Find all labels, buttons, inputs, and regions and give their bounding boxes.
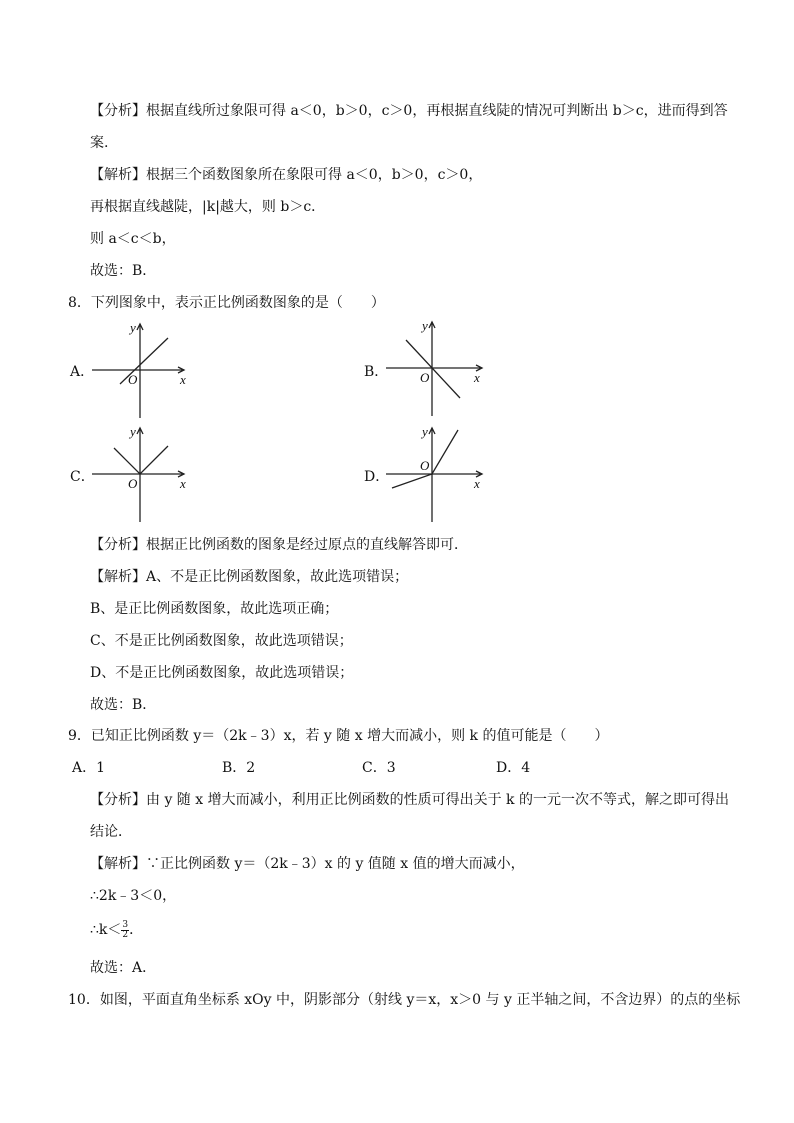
q9-fraction-numerator: 3 [122,919,129,930]
q8-graph-d [386,422,496,526]
q9-question: 9．已知正比例函数 y＝（2k﹣3）x，若 y 随 x 增大而减小，则 k 的值可能是（ ） [68,728,609,744]
q9-choice-c: C．3 [362,760,396,776]
q7-analysis-line2: 案. [90,135,109,151]
q8-solution-line2: B、是正比例函数图象，故此选项正确； [90,601,339,617]
q9-solution-line3-suffix: ． [129,922,144,938]
q8-a-x-label: x [180,372,186,387]
q9-analysis-line1: 【分析】由 y 随 x 增大而减小，利用正比例函数的性质可得出关于 k 的一元一次不等式，解之即可得出 [90,792,729,808]
q8-d-y-label: y [422,424,428,439]
q8-graph-b [386,316,496,420]
q9-solution-line1: 【解析】∵正比例函数 y＝（2k﹣3）x 的 y 值随 x 值的增大而减小， [90,856,525,872]
q8-b-y-label: y [422,318,428,333]
q9-answer: 故选：A． [90,960,157,976]
q8-graph-c [92,422,202,526]
q7-solution-line3: 则 a＜c＜b， [90,231,176,247]
q8-option-a-label: A． [70,364,95,380]
q9-solution-line2: ∴2k﹣3＜0， [90,888,177,904]
q9-analysis-line2: 结论． [90,824,132,840]
q7-answer: 故选：B． [90,263,157,279]
q8-solution-line1: 【解析】A、不是正比例函数图象，故此选项错误； [90,569,409,585]
q8-a-origin-label: O [128,372,138,387]
q8-b-x-label: x [474,370,480,385]
q8-c-y-label: y [130,424,136,439]
q8-question: 8．下列图象中，表示正比例函数图象的是（ ） [68,295,385,311]
q10-question: 10．如图，平面直角坐标系 xOy 中，阴影部分（射线 y＝x，x＞0 与 y 正半轴之间，不含边界）的点的坐标 [68,992,741,1008]
q9-choice-a: A．1 [72,760,106,776]
q8-d-x-label: x [474,476,480,491]
q8-analysis: 【分析】根据正比例函数的图象是经过原点的直线解答即可． [90,537,468,553]
q8-graph-a [92,318,202,422]
q9-solution-line3 [90,920,143,940]
q8-c-x-label: x [180,476,186,491]
q8-option-b-label: B． [364,364,389,380]
q7-analysis-line1: 【分析】根据直线所过象限可得 a＜0，b＞0，c＞0，再根据直线陡的情况可判断出 b＞c，进而得到答 [90,103,728,119]
q9-fraction [121,921,129,940]
q9-choice-d: D．4 [496,760,531,776]
q9-solution-line3-prefix: ∴k＜ [90,922,122,938]
q8-d-origin-label: O [420,458,430,473]
q7-solution-line2: 再根据直线越陡，|k|越大，则 b＞c． [90,199,326,215]
q8-option-c-label: C． [70,469,95,485]
q8-b-origin-label: O [420,370,430,385]
q7-solution-line1: 【解析】根据三个函数图象所在象限可得 a＜0，b＞0，c＞0， [90,167,483,183]
q9-choice-b: B．2 [222,760,256,776]
q8-option-d-label: D． [364,469,390,485]
q8-a-y-label: y [130,320,136,335]
q8-answer: 故选：B． [90,697,157,713]
q9-fraction-denominator: 2 [122,929,129,940]
q8-c-origin-label: O [128,476,138,491]
q8-solution-line3: C、不是正比例函数图象，故此选项错误； [90,633,353,649]
q8-solution-line4: D、不是正比例函数图象，故此选项错误； [90,665,354,681]
